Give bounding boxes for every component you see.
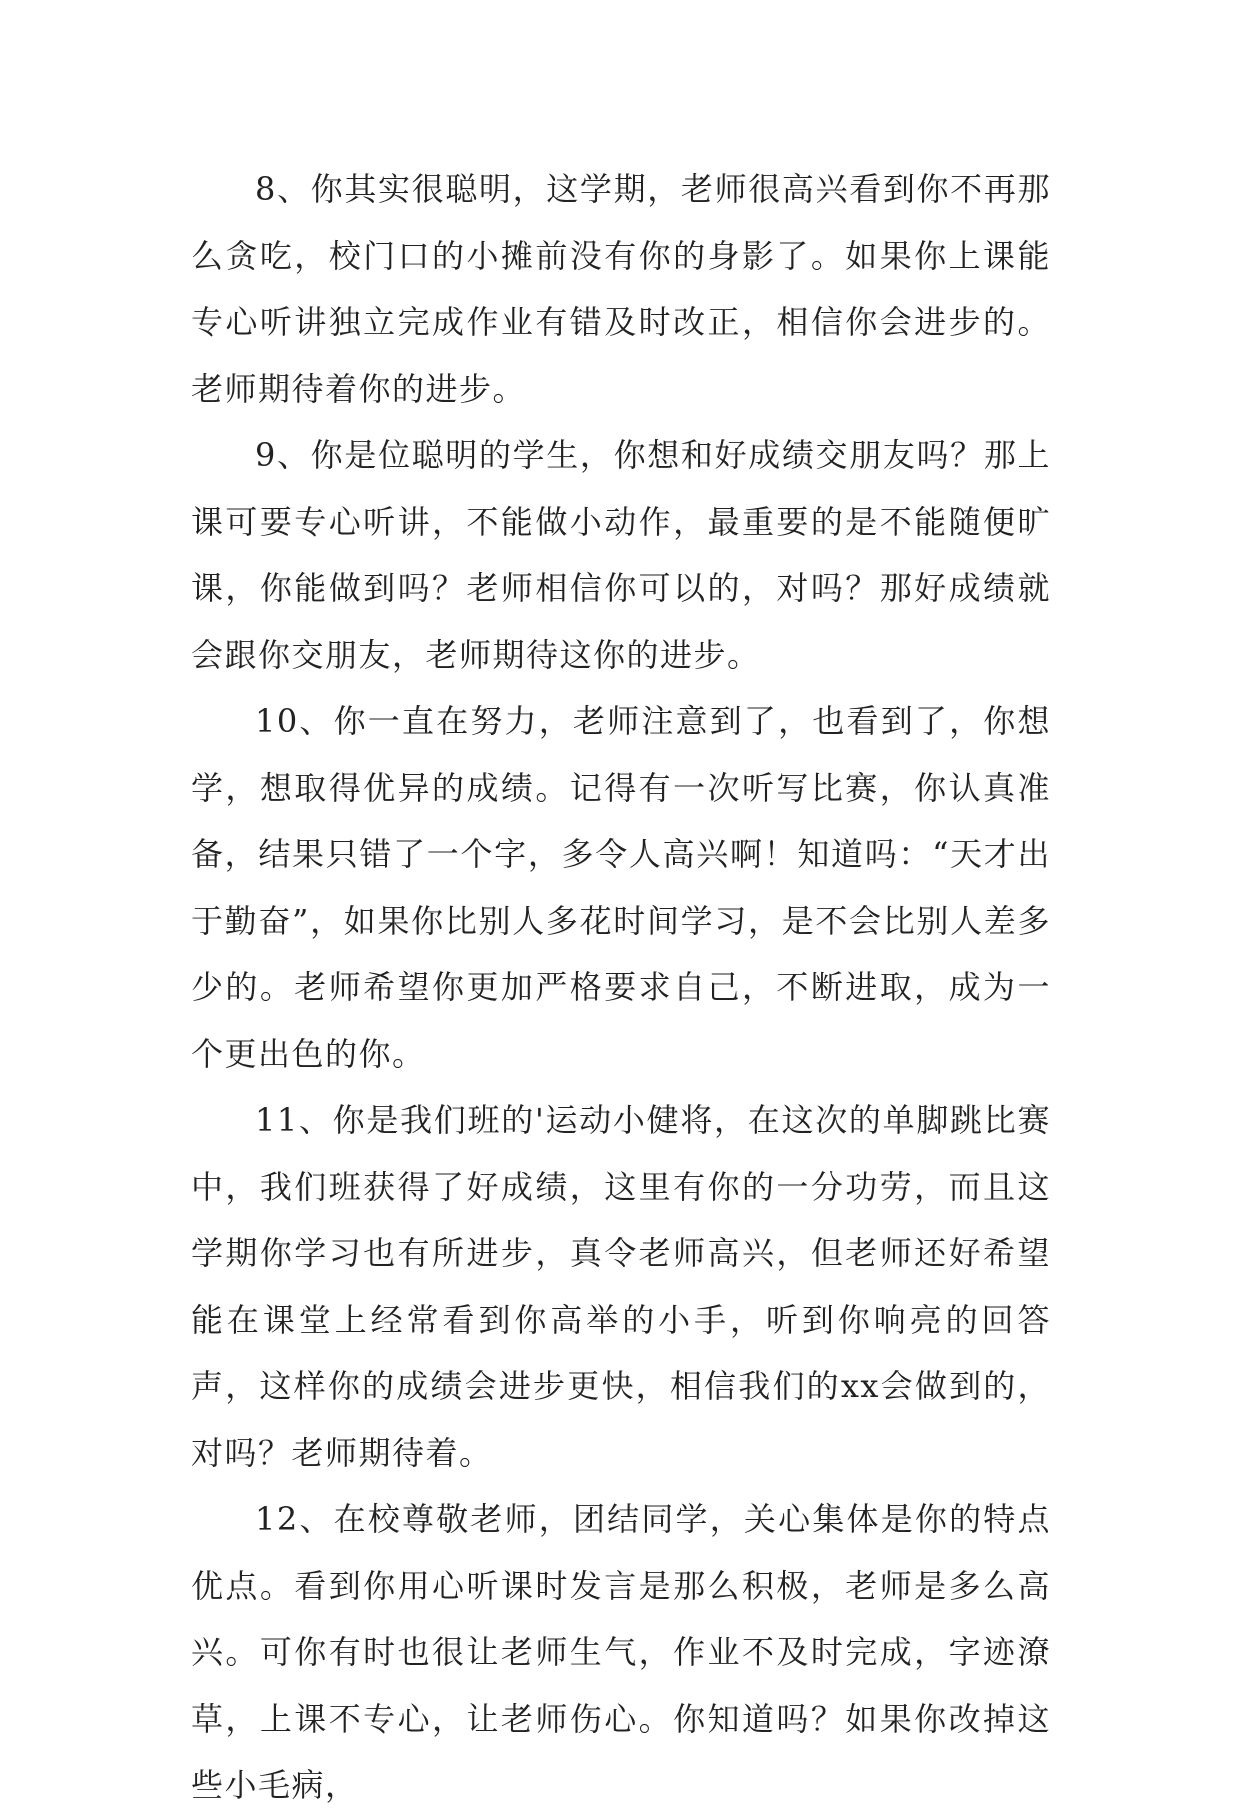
paragraph-comment-8: 8、你其实很聪明，这学期，老师很高兴看到你不再那么贪吃，校门口的小摊前没有你的身影了。如果你上课能专心听讲独立完成作业有错及时改正，相信你会进步的。老师期待着你的进步。 (191, 170, 1051, 408)
document-body (191, 156, 1051, 1819)
paragraph-comment-9: 9、你是位聪明的学生，你想和好成绩交朋友吗？那上课可要专心听讲，不能做小动作，最重要的是不能随便旷课，你能做到吗？老师相信你可以的，对吗？那好成绩就会跟你交朋友，老师期待这你的进步。 (191, 436, 1051, 674)
paragraph-comment-10: 10、你一直在努力，老师注意到了，也看到了，你想学，想取得优异的成绩。记得有一次听写比赛，你认真准备，结果只错了一个字，多令人高兴啊！知道吗：“天才出于勤奋”，如果你比别人多花时间学习，是不会比别人差多少的。老师希望你更加严格要求自己，不断进取，成为一个更出色的你。 (191, 702, 1051, 1073)
paragraph-comment-12: 12、在校尊敬老师，团结同学，关心集体是你的特点优点。看到你用心听课时发言是那么积极，老师是多么高兴。可你有时也很让老师生气，作业不及时完成，字迹潦草，上课不专心，让老师伤心。你知道吗？如果你改掉这些小毛病， (191, 1500, 1051, 1804)
paragraph-comment-11: 11、你是我们班的'运动小健将，在这次的单脚跳比赛中，我们班获得了好成绩，这里有你的一分功劳，而且这学期你学习也有所进步，真令老师高兴，但老师还好希望能在课堂上经常看到你高举的小手，听到你响亮的回答声，这样你的成绩会进步更快，相信我们的xx会做到的，对吗？老师期待着。 (191, 1101, 1051, 1472)
